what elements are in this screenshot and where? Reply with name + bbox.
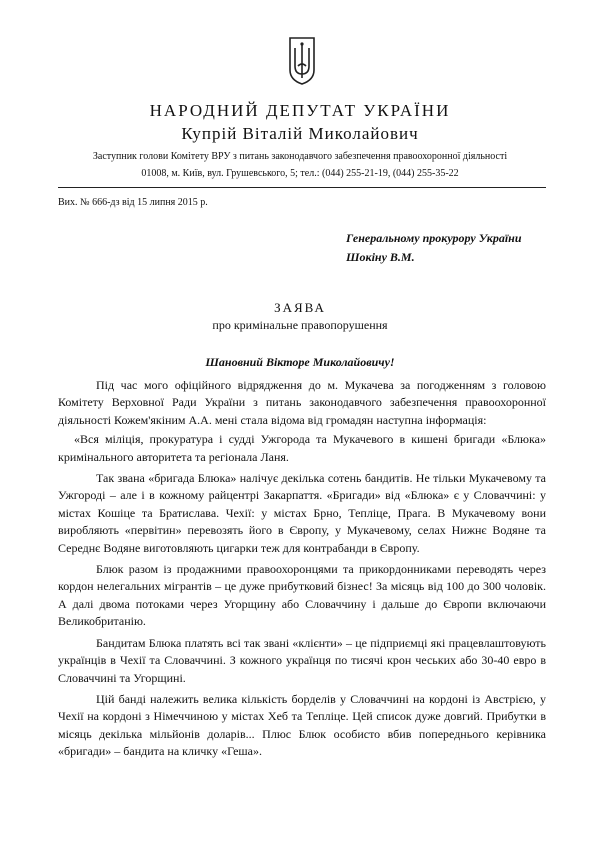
deputy-name: Купрій Віталій Миколайович (181, 124, 419, 143)
deputy-position: Заступник голови Комітету ВРУ з питань законодавчого забезпечення правоохоронної діяльності (92, 151, 508, 162)
trident-coat-of-arms-icon (288, 36, 316, 86)
greeting: Шановний Вікторе Миколайовичу! (205, 355, 395, 369)
paragraph: Бандитам Блюка платять всі так звані «клієнти» – це підприємці які працевлаштовують українців в Чехії та Словаччині. З кожного українця по тисячі крон чеських або 30-40 евро в Словаччині та Угорщині. (58, 635, 546, 685)
paragraph: Цій банді належить велика кількість борделів у Словаччині на кордоні із Австрією, у Чехії на кордоні з Німеччиною у містах Хеб та Тепліце. Цей список дуже довгий. Прибутки в місяць декілька мільйонів доларів... Плюс Блюк особисто вбив попереднього керівника «бригади» – бандита на кличку «Геша». (58, 691, 546, 759)
header-divider (58, 187, 546, 188)
paragraph: Так звана «бригада Блюка» налічує декілька сотень бандитів. Не тільки Мукачевому та Ужгороді – але і в кожному райцентрі Закарпаття. «Бригади» від «Блюка» є у Словаччині: у містах Кошіце та Братислава. Чехії: у містах Брно, Тепліце, Прага. В Мукачевому вони виробляють «первітин» перевозять його в Європу, у Мукачевому, селах Нижнє Водяне та Середнє Водяне виготовляють цигарки теж для контрабанди в Європу. (58, 471, 546, 555)
recipient-line-2: Шокіну В.М. (346, 250, 415, 264)
paragraph: Блюк разом із продажними правоохоронцями та прикордонниками переводять через кордон нелегальних мігрантів – це дуже прибутковий бізнес! За місяць від 100 до 300 чоловік. А далі двома потоками через Угорщину або Словаччину і дальше до Європи включаючи Великобританію. (58, 562, 546, 629)
paragraph: «Вся міліція, прокуратура і судді Ужгорода та Мукачевого в кишені бригади «Блюка» кримінального авторитета та регіонала Ланя. (58, 432, 546, 464)
outgoing-number: Вих. № 666-дз від 15 липня 2015 р. (58, 197, 208, 208)
recipient-line-1: Генеральному прокурору України (346, 231, 522, 245)
header-title: НАРОДНИЙ ДЕПУТАТ УКРАЇНИ (149, 101, 451, 120)
paragraph: Під час мого офіційного відрядження до м. Мукачева за погодженням з головою Комітету Верховної Ради України з питань законодавчого забезпечення правоохоронної діяльності Кожем'якіним А.А. мені стала відома від громадян наступна інформація: (58, 378, 546, 427)
document-title: ЗАЯВА (274, 300, 326, 315)
office-address: 01008, м. Київ, вул. Грушевського, 5; тел.: (044) 255-21-19, (044) 255-35-22 (141, 168, 459, 179)
letter-body (58, 377, 546, 765)
document-subtitle: про кримінальне правопорушення (212, 318, 388, 332)
